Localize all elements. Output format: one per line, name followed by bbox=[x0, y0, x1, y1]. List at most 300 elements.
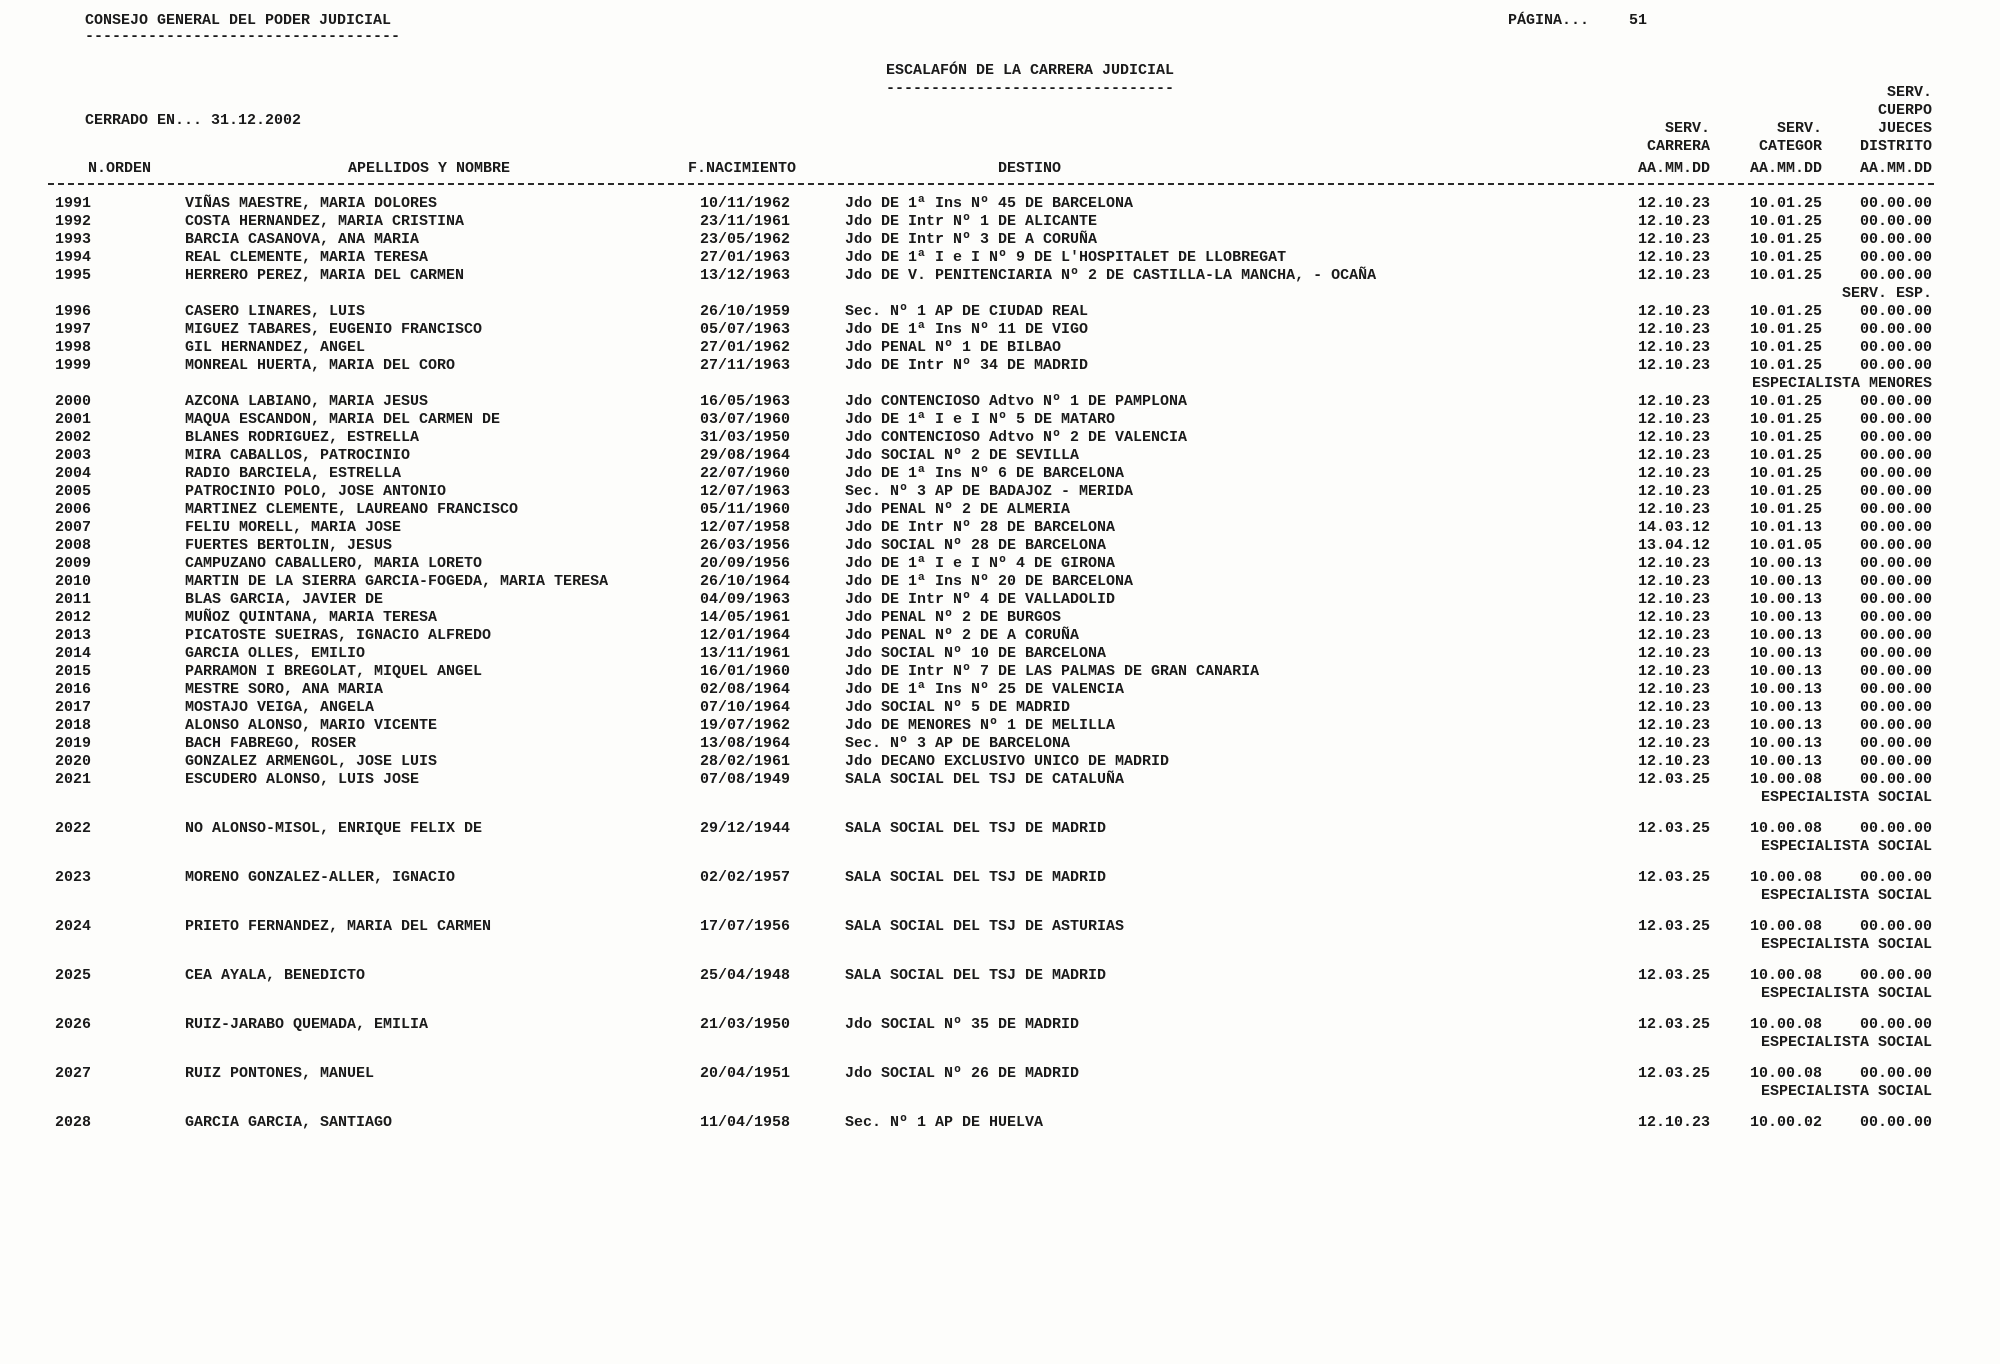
cell-serv-carrera: 12.10.23 bbox=[1637, 465, 1710, 482]
cell-serv-categor: 10.01.25 bbox=[1749, 213, 1822, 230]
cell-nombre: MARTINEZ CLEMENTE, LAUREANO FRANCISCO bbox=[185, 501, 519, 518]
cell-serv-categor: 10.01.25 bbox=[1749, 195, 1822, 212]
cell-destino: Jdo DE Intr Nº 28 DE BARCELONA bbox=[845, 519, 1116, 536]
table-row bbox=[0, 357, 2000, 375]
cell-destino: Jdo DE 1ª Ins Nº 11 DE VIGO bbox=[845, 321, 1089, 338]
cell-serv-categor: 10.01.25 bbox=[1749, 501, 1822, 518]
cell-destino: Sec. Nº 3 AP DE BARCELONA bbox=[845, 735, 1071, 752]
cell-serv-cuerpo: 00.00.00 bbox=[1859, 447, 1932, 464]
cell-destino: SALA SOCIAL DEL TSJ DE MADRID bbox=[845, 967, 1107, 984]
cell-orden: 2013 bbox=[55, 627, 92, 644]
cell-serv-cuerpo: 00.00.00 bbox=[1859, 321, 1932, 338]
cell-orden: 2025 bbox=[55, 967, 92, 984]
cell-destino: Jdo SOCIAL Nº 26 DE MADRID bbox=[845, 1065, 1080, 1082]
cell-orden: 1994 bbox=[55, 249, 92, 266]
cell-destino: Jdo PENAL Nº 2 DE A CORUÑA bbox=[845, 627, 1080, 644]
cell-serv-cuerpo: 00.00.00 bbox=[1859, 1114, 1932, 1131]
cell-orden: 1998 bbox=[55, 339, 92, 356]
cell-serv-carrera: 12.03.25 bbox=[1637, 869, 1710, 886]
cell-nacimiento: 03/07/1960 bbox=[700, 411, 791, 428]
cell-serv-categor: 10.00.08 bbox=[1749, 869, 1822, 886]
page-indicator bbox=[1508, 12, 1647, 29]
cell-serv-cuerpo: 00.00.00 bbox=[1859, 465, 1932, 482]
cell-serv-carrera: 12.03.25 bbox=[1637, 1065, 1710, 1082]
cell-nacimiento: 19/07/1962 bbox=[700, 717, 791, 734]
cell-serv-cuerpo: 00.00.00 bbox=[1859, 231, 1932, 248]
cell-serv-carrera: 12.03.25 bbox=[1637, 820, 1710, 837]
table-row bbox=[0, 249, 2000, 267]
cell-destino: Jdo PENAL Nº 1 DE BILBAO bbox=[845, 339, 1062, 356]
org-underline: ----------------------------------- bbox=[85, 28, 401, 45]
cell-serv-carrera: 12.10.23 bbox=[1637, 321, 1710, 338]
cell-serv-cuerpo: 00.00.00 bbox=[1859, 820, 1932, 837]
cell-destino: Jdo DE V. PENITENCIARIA Nº 2 DE CASTILLA-LA MANCHA, - OCAÑA bbox=[845, 267, 1377, 284]
cell-destino: Jdo CONTENCIOSO Adtvo Nº 2 DE VALENCIA bbox=[845, 429, 1188, 446]
cell-nacimiento: 25/04/1948 bbox=[700, 967, 791, 984]
col-header-orden: N.ORDEN bbox=[88, 160, 152, 177]
cell-destino: SALA SOCIAL DEL TSJ DE ASTURIAS bbox=[845, 918, 1125, 935]
cell-serv-carrera: 12.10.23 bbox=[1637, 303, 1710, 320]
cell-nombre: BACH FABREGO, ROSER bbox=[185, 735, 357, 752]
cell-orden: 2015 bbox=[55, 663, 92, 680]
cell-serv-categor: 10.01.25 bbox=[1749, 231, 1822, 248]
cell-orden: 2011 bbox=[55, 591, 92, 608]
table-row bbox=[0, 519, 2000, 537]
cell-orden: 2007 bbox=[55, 519, 92, 536]
cell-serv-carrera: 12.10.23 bbox=[1637, 249, 1710, 266]
cell-nombre: PATROCINIO POLO, JOSE ANTONIO bbox=[185, 483, 447, 500]
cell-serv-cuerpo: 00.00.00 bbox=[1859, 501, 1932, 518]
cell-nombre: VIÑAS MAESTRE, MARIA DOLORES bbox=[185, 195, 438, 212]
table-row bbox=[0, 411, 2000, 429]
cell-serv-cuerpo: 00.00.00 bbox=[1859, 573, 1932, 590]
cell-serv-cuerpo: 00.00.00 bbox=[1859, 339, 1932, 356]
cell-nacimiento: 27/01/1963 bbox=[700, 249, 791, 266]
cell-nombre: ALONSO ALONSO, MARIO VICENTE bbox=[185, 717, 438, 734]
row-spacer bbox=[0, 1003, 2000, 1016]
col-header-serv-cuerpo-line1: SERV. bbox=[1886, 84, 1932, 101]
cell-nombre: PRIETO FERNANDEZ, MARIA DEL CARMEN bbox=[185, 918, 492, 935]
cell-serv-cuerpo: 00.00.00 bbox=[1859, 918, 1932, 935]
cell-serv-cuerpo: 00.00.00 bbox=[1859, 1016, 1932, 1033]
cell-nacimiento: 16/05/1963 bbox=[700, 393, 791, 410]
cell-nacimiento: 29/12/1944 bbox=[700, 820, 791, 837]
cell-nombre: ESCUDERO ALONSO, LUIS JOSE bbox=[185, 771, 420, 788]
cell-nacimiento: 07/10/1964 bbox=[700, 699, 791, 716]
cell-destino: Jdo DE 1ª Ins Nº 20 DE BARCELONA bbox=[845, 573, 1134, 590]
cell-destino: Sec. Nº 1 AP DE CIUDAD REAL bbox=[845, 303, 1089, 320]
cell-serv-categor: 10.00.02 bbox=[1749, 1114, 1822, 1131]
table-row bbox=[0, 573, 2000, 591]
cell-nacimiento: 14/05/1961 bbox=[700, 609, 791, 626]
cell-nacimiento: 20/09/1956 bbox=[700, 555, 791, 572]
cell-serv-categor: 10.01.25 bbox=[1749, 411, 1822, 428]
cell-nombre: PICATOSTE SUEIRAS, IGNACIO ALFREDO bbox=[185, 627, 492, 644]
cell-serv-cuerpo: 00.00.00 bbox=[1859, 249, 1932, 266]
cell-nombre: MESTRE SORO, ANA MARIA bbox=[185, 681, 384, 698]
cell-destino: SALA SOCIAL DEL TSJ DE CATALUÑA bbox=[845, 771, 1125, 788]
cell-nombre: MUÑOZ QUINTANA, MARIA TERESA bbox=[185, 609, 438, 626]
cell-nacimiento: 10/11/1962 bbox=[700, 195, 791, 212]
cell-serv-categor: 10.00.13 bbox=[1749, 663, 1822, 680]
cell-serv-categor: 10.00.13 bbox=[1749, 699, 1822, 716]
cell-serv-carrera: 12.10.23 bbox=[1637, 645, 1710, 662]
cell-orden: 2008 bbox=[55, 537, 92, 554]
col-header-serv-categor-units: AA.MM.DD bbox=[1749, 160, 1822, 177]
row-spacer bbox=[0, 1101, 2000, 1114]
cell-serv-categor: 10.00.08 bbox=[1749, 820, 1822, 837]
cell-orden: 2020 bbox=[55, 753, 92, 770]
cell-destino: Jdo DE Intr Nº 1 DE ALICANTE bbox=[845, 213, 1098, 230]
col-header-serv-categor-line1: SERV. bbox=[1776, 120, 1822, 137]
cell-serv-carrera: 12.10.23 bbox=[1637, 501, 1710, 518]
table-row bbox=[0, 771, 2000, 789]
cell-destino: Jdo SOCIAL Nº 10 DE BARCELONA bbox=[845, 645, 1107, 662]
cell-nombre: RADIO BARCIELA, ESTRELLA bbox=[185, 465, 402, 482]
table-row bbox=[0, 967, 2000, 985]
cell-nombre: MOSTAJO VEIGA, ANGELA bbox=[185, 699, 375, 716]
cell-nombre: MARTIN DE LA SIERRA GARCIA-FOGEDA, MARIA TERESA bbox=[185, 573, 609, 590]
table-row bbox=[0, 447, 2000, 465]
table-row bbox=[0, 303, 2000, 321]
cell-nombre: BLAS GARCIA, JAVIER DE bbox=[185, 591, 384, 608]
cell-serv-carrera: 12.10.23 bbox=[1637, 483, 1710, 500]
cell-nacimiento: 22/07/1960 bbox=[700, 465, 791, 482]
cell-serv-cuerpo: 00.00.00 bbox=[1859, 429, 1932, 446]
cell-orden: 2023 bbox=[55, 869, 92, 886]
cell-serv-categor: 10.01.25 bbox=[1749, 429, 1822, 446]
cell-destino: Jdo SOCIAL Nº 2 DE SEVILLA bbox=[845, 447, 1080, 464]
row-spacer bbox=[0, 1052, 2000, 1065]
cell-serv-carrera: 12.10.23 bbox=[1637, 357, 1710, 374]
cell-serv-carrera: 12.10.23 bbox=[1637, 213, 1710, 230]
cell-serv-categor: 10.01.25 bbox=[1749, 465, 1822, 482]
cell-serv-carrera: 12.10.23 bbox=[1637, 429, 1710, 446]
cell-nacimiento: 16/01/1960 bbox=[700, 663, 791, 680]
table-row bbox=[0, 609, 2000, 627]
col-header-serv-carrera-line1: SERV. bbox=[1664, 120, 1710, 137]
cell-destino: Jdo DE 1ª I e I Nº 4 DE GIRONA bbox=[845, 555, 1116, 572]
table-row bbox=[0, 735, 2000, 753]
cell-nacimiento: 26/10/1964 bbox=[700, 573, 791, 590]
table-row bbox=[0, 627, 2000, 645]
col-header-serv-carrera-units: AA.MM.DD bbox=[1637, 160, 1710, 177]
cell-serv-cuerpo: 00.00.00 bbox=[1859, 663, 1932, 680]
cell-serv-categor: 10.00.13 bbox=[1749, 735, 1822, 752]
cell-orden: 2026 bbox=[55, 1016, 92, 1033]
cell-serv-cuerpo: 00.00.00 bbox=[1859, 591, 1932, 608]
table-row bbox=[0, 1114, 2000, 1132]
cell-serv-cuerpo: 00.00.00 bbox=[1859, 483, 1932, 500]
table-row bbox=[0, 1016, 2000, 1034]
cell-serv-carrera: 12.10.23 bbox=[1637, 1114, 1710, 1131]
table-row bbox=[0, 501, 2000, 519]
group-note: SERV. ESP. bbox=[1841, 285, 1932, 302]
cell-destino: Jdo DE 1ª Ins Nº 6 DE BARCELONA bbox=[845, 465, 1125, 482]
cell-nacimiento: 07/08/1949 bbox=[700, 771, 791, 788]
col-header-serv-carrera-line2: CARRERA bbox=[1646, 138, 1710, 155]
cell-serv-cuerpo: 00.00.00 bbox=[1859, 267, 1932, 284]
cell-serv-carrera: 12.03.25 bbox=[1637, 967, 1710, 984]
cell-serv-categor: 10.00.08 bbox=[1749, 771, 1822, 788]
cell-serv-carrera: 12.10.23 bbox=[1637, 339, 1710, 356]
col-header-serv-categor-line2: CATEGOR bbox=[1758, 138, 1822, 155]
cell-serv-cuerpo: 00.00.00 bbox=[1859, 195, 1932, 212]
cell-nombre: BLANES RODRIGUEZ, ESTRELLA bbox=[185, 429, 420, 446]
cell-orden: 1996 bbox=[55, 303, 92, 320]
cell-nacimiento: 12/01/1964 bbox=[700, 627, 791, 644]
cell-nombre: GIL HERNANDEZ, ANGEL bbox=[185, 339, 366, 356]
cell-nombre: MONREAL HUERTA, MARIA DEL CORO bbox=[185, 357, 456, 374]
table-row bbox=[0, 681, 2000, 699]
cell-serv-cuerpo: 00.00.00 bbox=[1859, 681, 1932, 698]
table-row bbox=[0, 699, 2000, 717]
cell-nombre: RUIZ-JARABO QUEMADA, EMILIA bbox=[185, 1016, 429, 1033]
cell-nombre: REAL CLEMENTE, MARIA TERESA bbox=[185, 249, 429, 266]
cell-serv-categor: 10.01.25 bbox=[1749, 303, 1822, 320]
cell-serv-carrera: 12.10.23 bbox=[1637, 753, 1710, 770]
table-row bbox=[0, 555, 2000, 573]
table-row bbox=[0, 918, 2000, 936]
closed-at-label: CERRADO EN... 31.12.2002 bbox=[85, 112, 302, 129]
group-note: ESPECIALISTA SOCIAL bbox=[1760, 789, 1932, 806]
cell-serv-carrera: 12.10.23 bbox=[1637, 393, 1710, 410]
cell-destino: Jdo PENAL Nº 2 DE BURGOS bbox=[845, 609, 1062, 626]
cell-nacimiento: 31/03/1950 bbox=[700, 429, 791, 446]
cell-serv-categor: 10.01.13 bbox=[1749, 519, 1822, 536]
table-row bbox=[0, 820, 2000, 838]
cell-orden: 1997 bbox=[55, 321, 92, 338]
cell-serv-carrera: 12.03.25 bbox=[1637, 771, 1710, 788]
group-note: ESPECIALISTA SOCIAL bbox=[1760, 936, 1932, 953]
cell-nacimiento: 23/05/1962 bbox=[700, 231, 791, 248]
table-row bbox=[0, 321, 2000, 339]
cell-destino: Jdo DE Intr Nº 3 DE A CORUÑA bbox=[845, 231, 1098, 248]
cell-orden: 2018 bbox=[55, 717, 92, 734]
cell-orden: 1993 bbox=[55, 231, 92, 248]
cell-serv-categor: 10.00.08 bbox=[1749, 967, 1822, 984]
cell-serv-carrera: 12.10.23 bbox=[1637, 591, 1710, 608]
cell-orden: 2012 bbox=[55, 609, 92, 626]
cell-nombre: FUERTES BERTOLIN, JESUS bbox=[185, 537, 393, 554]
cell-orden: 2010 bbox=[55, 573, 92, 590]
cell-nombre: GONZALEZ ARMENGOL, JOSE LUIS bbox=[185, 753, 438, 770]
cell-orden: 2003 bbox=[55, 447, 92, 464]
cell-nacimiento: 12/07/1958 bbox=[700, 519, 791, 536]
cell-serv-carrera: 12.10.23 bbox=[1637, 411, 1710, 428]
cell-orden: 2021 bbox=[55, 771, 92, 788]
cell-nacimiento: 20/04/1951 bbox=[700, 1065, 791, 1082]
cell-serv-carrera: 12.10.23 bbox=[1637, 267, 1710, 284]
cell-nacimiento: 05/11/1960 bbox=[700, 501, 791, 518]
org-title: CONSEJO GENERAL DEL PODER JUDICIAL bbox=[85, 12, 392, 29]
table-row bbox=[0, 231, 2000, 249]
cell-serv-categor: 10.00.13 bbox=[1749, 753, 1822, 770]
cell-orden: 2001 bbox=[55, 411, 92, 428]
cell-serv-categor: 10.00.13 bbox=[1749, 717, 1822, 734]
cell-serv-cuerpo: 00.00.00 bbox=[1859, 393, 1932, 410]
cell-serv-categor: 10.01.25 bbox=[1749, 357, 1822, 374]
cell-serv-carrera: 12.10.23 bbox=[1637, 663, 1710, 680]
table-row bbox=[0, 753, 2000, 771]
cell-nombre: GARCIA GARCIA, SANTIAGO bbox=[185, 1114, 393, 1131]
col-header-serv-cuerpo-line2: CUERPO bbox=[1877, 102, 1932, 119]
cell-serv-cuerpo: 00.00.00 bbox=[1859, 717, 1932, 734]
cell-nombre: HERRERO PEREZ, MARIA DEL CARMEN bbox=[185, 267, 465, 284]
cell-orden: 1999 bbox=[55, 357, 92, 374]
cell-orden: 2014 bbox=[55, 645, 92, 662]
cell-nacimiento: 04/09/1963 bbox=[700, 591, 791, 608]
cell-nacimiento: 26/10/1959 bbox=[700, 303, 791, 320]
cell-orden: 2000 bbox=[55, 393, 92, 410]
cell-nombre: MORENO GONZALEZ-ALLER, IGNACIO bbox=[185, 869, 456, 886]
cell-nacimiento: 26/03/1956 bbox=[700, 537, 791, 554]
row-spacer bbox=[0, 954, 2000, 967]
cell-nombre: MIRA CABALLOS, PATROCINIO bbox=[185, 447, 411, 464]
cell-serv-categor: 10.00.08 bbox=[1749, 1065, 1822, 1082]
table-row bbox=[0, 195, 2000, 213]
cell-serv-carrera: 13.04.12 bbox=[1637, 537, 1710, 554]
cell-serv-categor: 10.01.25 bbox=[1749, 483, 1822, 500]
group-note: ESPECIALISTA MENORES bbox=[1751, 375, 1932, 392]
cell-nacimiento: 29/08/1964 bbox=[700, 447, 791, 464]
cell-serv-carrera: 12.10.23 bbox=[1637, 231, 1710, 248]
cell-serv-cuerpo: 00.00.00 bbox=[1859, 869, 1932, 886]
cell-orden: 1995 bbox=[55, 267, 92, 284]
cell-destino: Jdo PENAL Nº 2 DE ALMERIA bbox=[845, 501, 1071, 518]
cell-nombre: AZCONA LABIANO, MARIA JESUS bbox=[185, 393, 429, 410]
col-header-destino: DESTINO bbox=[998, 160, 1062, 177]
cell-nacimiento: 13/12/1963 bbox=[700, 267, 791, 284]
table-row bbox=[0, 267, 2000, 285]
cell-destino: Sec. Nº 3 AP DE BADAJOZ - MERIDA bbox=[845, 483, 1134, 500]
cell-serv-categor: 10.01.25 bbox=[1749, 249, 1822, 266]
cell-serv-categor: 10.00.08 bbox=[1749, 918, 1822, 935]
cell-serv-categor: 10.01.05 bbox=[1749, 537, 1822, 554]
cell-orden: 2005 bbox=[55, 483, 92, 500]
cell-serv-carrera: 12.10.23 bbox=[1637, 195, 1710, 212]
row-spacer bbox=[0, 905, 2000, 918]
cell-destino: Jdo DE Intr Nº 34 DE MADRID bbox=[845, 357, 1089, 374]
cell-serv-cuerpo: 00.00.00 bbox=[1859, 967, 1932, 984]
cell-destino: Jdo DE 1ª Ins Nº 25 DE VALENCIA bbox=[845, 681, 1125, 698]
page-label: PÁGINA... bbox=[1508, 12, 1590, 29]
cell-serv-cuerpo: 00.00.00 bbox=[1859, 213, 1932, 230]
group-note: ESPECIALISTA SOCIAL bbox=[1760, 887, 1932, 904]
col-header-serv-cuerpo-line4: DISTRITO bbox=[1859, 138, 1932, 155]
cell-nacimiento: 11/04/1958 bbox=[700, 1114, 791, 1131]
page-number: 51 bbox=[1629, 12, 1648, 29]
table-row bbox=[0, 717, 2000, 735]
cell-nombre: CAMPUZANO CABALLERO, MARIA LORETO bbox=[185, 555, 483, 572]
cell-serv-cuerpo: 00.00.00 bbox=[1859, 411, 1932, 428]
cell-destino: Jdo DE 1ª Ins Nº 45 DE BARCELONA bbox=[845, 195, 1134, 212]
cell-nacimiento: 05/07/1963 bbox=[700, 321, 791, 338]
cell-serv-cuerpo: 00.00.00 bbox=[1859, 1065, 1932, 1082]
cell-destino: Jdo SOCIAL Nº 28 DE BARCELONA bbox=[845, 537, 1107, 554]
col-header-serv-cuerpo-line3: JUECES bbox=[1877, 120, 1932, 137]
cell-destino: Jdo DE 1ª I e I Nº 9 DE L'HOSPITALET DE LLOBREGAT bbox=[845, 249, 1287, 266]
table-row bbox=[0, 213, 2000, 231]
header-separator bbox=[48, 183, 1936, 185]
cell-serv-categor: 10.00.08 bbox=[1749, 1016, 1822, 1033]
cell-nombre: MAQUA ESCANDON, MARIA DEL CARMEN DE bbox=[185, 411, 501, 428]
table-row bbox=[0, 393, 2000, 411]
group-note: ESPECIALISTA SOCIAL bbox=[1760, 838, 1932, 855]
cell-nombre: NO ALONSO-MISOL, ENRIQUE FELIX DE bbox=[185, 820, 483, 837]
cell-orden: 2002 bbox=[55, 429, 92, 446]
cell-nacimiento: 17/07/1956 bbox=[700, 918, 791, 935]
cell-destino: SALA SOCIAL DEL TSJ DE MADRID bbox=[845, 869, 1107, 886]
cell-orden: 2022 bbox=[55, 820, 92, 837]
cell-serv-carrera: 12.10.23 bbox=[1637, 447, 1710, 464]
cell-destino: Jdo DE Intr Nº 4 DE VALLADOLID bbox=[845, 591, 1116, 608]
cell-destino: Jdo SOCIAL Nº 35 DE MADRID bbox=[845, 1016, 1080, 1033]
cell-serv-categor: 10.00.13 bbox=[1749, 627, 1822, 644]
group-note: ESPECIALISTA SOCIAL bbox=[1760, 1034, 1932, 1051]
cell-orden: 2019 bbox=[55, 735, 92, 752]
cell-serv-carrera: 12.10.23 bbox=[1637, 717, 1710, 734]
cell-serv-cuerpo: 00.00.00 bbox=[1859, 753, 1932, 770]
cell-serv-categor: 10.00.13 bbox=[1749, 609, 1822, 626]
cell-nacimiento: 12/07/1963 bbox=[700, 483, 791, 500]
cell-nombre: GARCIA OLLES, EMILIO bbox=[185, 645, 366, 662]
cell-serv-carrera: 12.03.25 bbox=[1637, 1016, 1710, 1033]
cell-serv-categor: 10.00.13 bbox=[1749, 555, 1822, 572]
cell-destino: Jdo DECANO EXCLUSIVO UNICO DE MADRID bbox=[845, 753, 1170, 770]
cell-nombre: CEA AYALA, BENEDICTO bbox=[185, 967, 366, 984]
cell-nombre: COSTA HERNANDEZ, MARIA CRISTINA bbox=[185, 213, 465, 230]
cell-serv-cuerpo: 00.00.00 bbox=[1859, 645, 1932, 662]
cell-serv-carrera: 12.10.23 bbox=[1637, 699, 1710, 716]
cell-nombre: RUIZ PONTONES, MANUEL bbox=[185, 1065, 375, 1082]
cell-serv-cuerpo: 00.00.00 bbox=[1859, 735, 1932, 752]
cell-nacimiento: 27/01/1962 bbox=[700, 339, 791, 356]
document-title-underline: -------------------------------- bbox=[885, 80, 1175, 97]
cell-serv-carrera: 12.10.23 bbox=[1637, 573, 1710, 590]
cell-orden: 2016 bbox=[55, 681, 92, 698]
cell-orden: 2024 bbox=[55, 918, 92, 935]
cell-orden: 2009 bbox=[55, 555, 92, 572]
cell-nacimiento: 02/08/1964 bbox=[700, 681, 791, 698]
cell-orden: 2006 bbox=[55, 501, 92, 518]
cell-orden: 1992 bbox=[55, 213, 92, 230]
cell-destino: Jdo DE MENORES Nº 1 DE MELILLA bbox=[845, 717, 1116, 734]
cell-nombre: FELIU MORELL, MARIA JOSE bbox=[185, 519, 402, 536]
cell-serv-categor: 10.00.13 bbox=[1749, 591, 1822, 608]
table-row bbox=[0, 483, 2000, 501]
cell-serv-cuerpo: 00.00.00 bbox=[1859, 537, 1932, 554]
cell-destino: SALA SOCIAL DEL TSJ DE MADRID bbox=[845, 820, 1107, 837]
cell-serv-cuerpo: 00.00.00 bbox=[1859, 303, 1932, 320]
cell-serv-cuerpo: 00.00.00 bbox=[1859, 627, 1932, 644]
group-note: ESPECIALISTA SOCIAL bbox=[1760, 985, 1932, 1002]
col-header-serv-cuerpo-units: AA.MM.DD bbox=[1859, 160, 1932, 177]
cell-serv-categor: 10.01.25 bbox=[1749, 447, 1822, 464]
table-row bbox=[0, 339, 2000, 357]
cell-nombre: CASERO LINARES, LUIS bbox=[185, 303, 366, 320]
cell-destino: Jdo SOCIAL Nº 5 DE MADRID bbox=[845, 699, 1071, 716]
cell-nacimiento: 13/08/1964 bbox=[700, 735, 791, 752]
cell-orden: 2017 bbox=[55, 699, 92, 716]
cell-nombre: PARRAMON I BREGOLAT, MIQUEL ANGEL bbox=[185, 663, 483, 680]
cell-nacimiento: 02/02/1957 bbox=[700, 869, 791, 886]
row-spacer bbox=[0, 807, 2000, 820]
table-row bbox=[0, 465, 2000, 483]
cell-nacimiento: 28/02/1961 bbox=[700, 753, 791, 770]
cell-orden: 2027 bbox=[55, 1065, 92, 1082]
cell-serv-carrera: 12.10.23 bbox=[1637, 555, 1710, 572]
